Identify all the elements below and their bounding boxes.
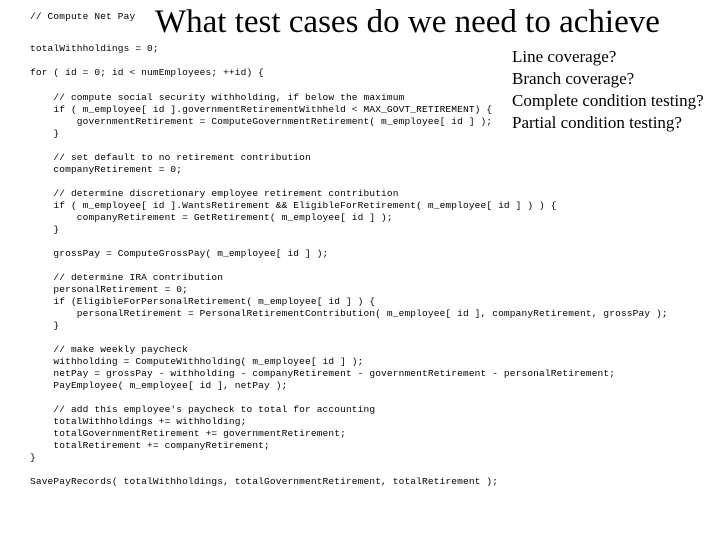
code-line: // set default to no retirement contribution <box>30 152 311 163</box>
code-line: } <box>30 452 36 463</box>
code-line: } <box>30 128 60 139</box>
code-line: SavePayRecords( totalWithholdings, totalGovernmentRetirement, totalRetirement ); <box>30 476 499 487</box>
code-line: netPay = grossPay - withholding - companyRetirement - governmentRetirement - personalRetirement; <box>30 368 616 379</box>
code-line: totalWithholdings = 0; <box>30 43 159 54</box>
code-line: withholding = ComputeWithholding( m_employee[ id ] ); <box>30 356 364 367</box>
code-line: grossPay = ComputeGrossPay( m_employee[ id ] ); <box>30 248 329 259</box>
code-line: totalWithholdings += withholding; <box>30 416 247 427</box>
code-line: // Compute Net Pay <box>30 11 136 22</box>
code-line: totalGovernmentRetirement += governmentRetirement; <box>30 428 346 439</box>
question-partial-condition: Partial condition testing? <box>512 113 682 132</box>
code-line: // determine IRA contribution <box>30 272 224 283</box>
code-line: personalRetirement = 0; <box>30 284 188 295</box>
code-line: // compute social security withholding, if below the maximum <box>30 92 405 103</box>
slide-title: What test cases do we need to achieve <box>155 4 660 40</box>
code-line: if ( m_employee[ id ].WantsRetirement && EligibleForRetirement( m_employee[ id ] ) ) { <box>30 200 557 211</box>
code-line: if ( m_employee[ id ].governmentRetirementWithheld < MAX_GOVT_RETIREMENT) { <box>30 104 493 115</box>
code-line: // determine discretionary employee retirement contribution <box>30 188 399 199</box>
code-line: personalRetirement = PersonalRetirementContribution( m_employee[ id ], companyRetirement, grossPay ); <box>30 308 668 319</box>
code-line: // add this employee's paycheck to total for accounting <box>30 404 376 415</box>
code-line: // make weekly paycheck <box>30 344 188 355</box>
code-line: totalRetirement += companyRetirement; <box>30 440 270 451</box>
question-complete-condition: Complete condition testing? <box>512 91 704 110</box>
code-line: governmentRetirement = ComputeGovernmentRetirement( m_employee[ id ] ); <box>30 116 493 127</box>
code-line: companyRetirement = 0; <box>30 164 183 175</box>
code-line: PayEmployee( m_employee[ id ], netPay ); <box>30 380 288 391</box>
question-line-coverage: Line coverage? <box>512 47 617 66</box>
code-line: for ( id = 0; id < numEmployees; ++id) { <box>30 67 265 78</box>
code-line: if (EligibleForPersonalRetirement( m_employee[ id ] ) { <box>30 296 376 307</box>
code-line: companyRetirement = GetRetirement( m_employee[ id ] ); <box>30 212 393 223</box>
code-line: } <box>30 320 60 331</box>
question-branch-coverage: Branch coverage? <box>512 69 635 88</box>
code-line: } <box>30 224 60 235</box>
